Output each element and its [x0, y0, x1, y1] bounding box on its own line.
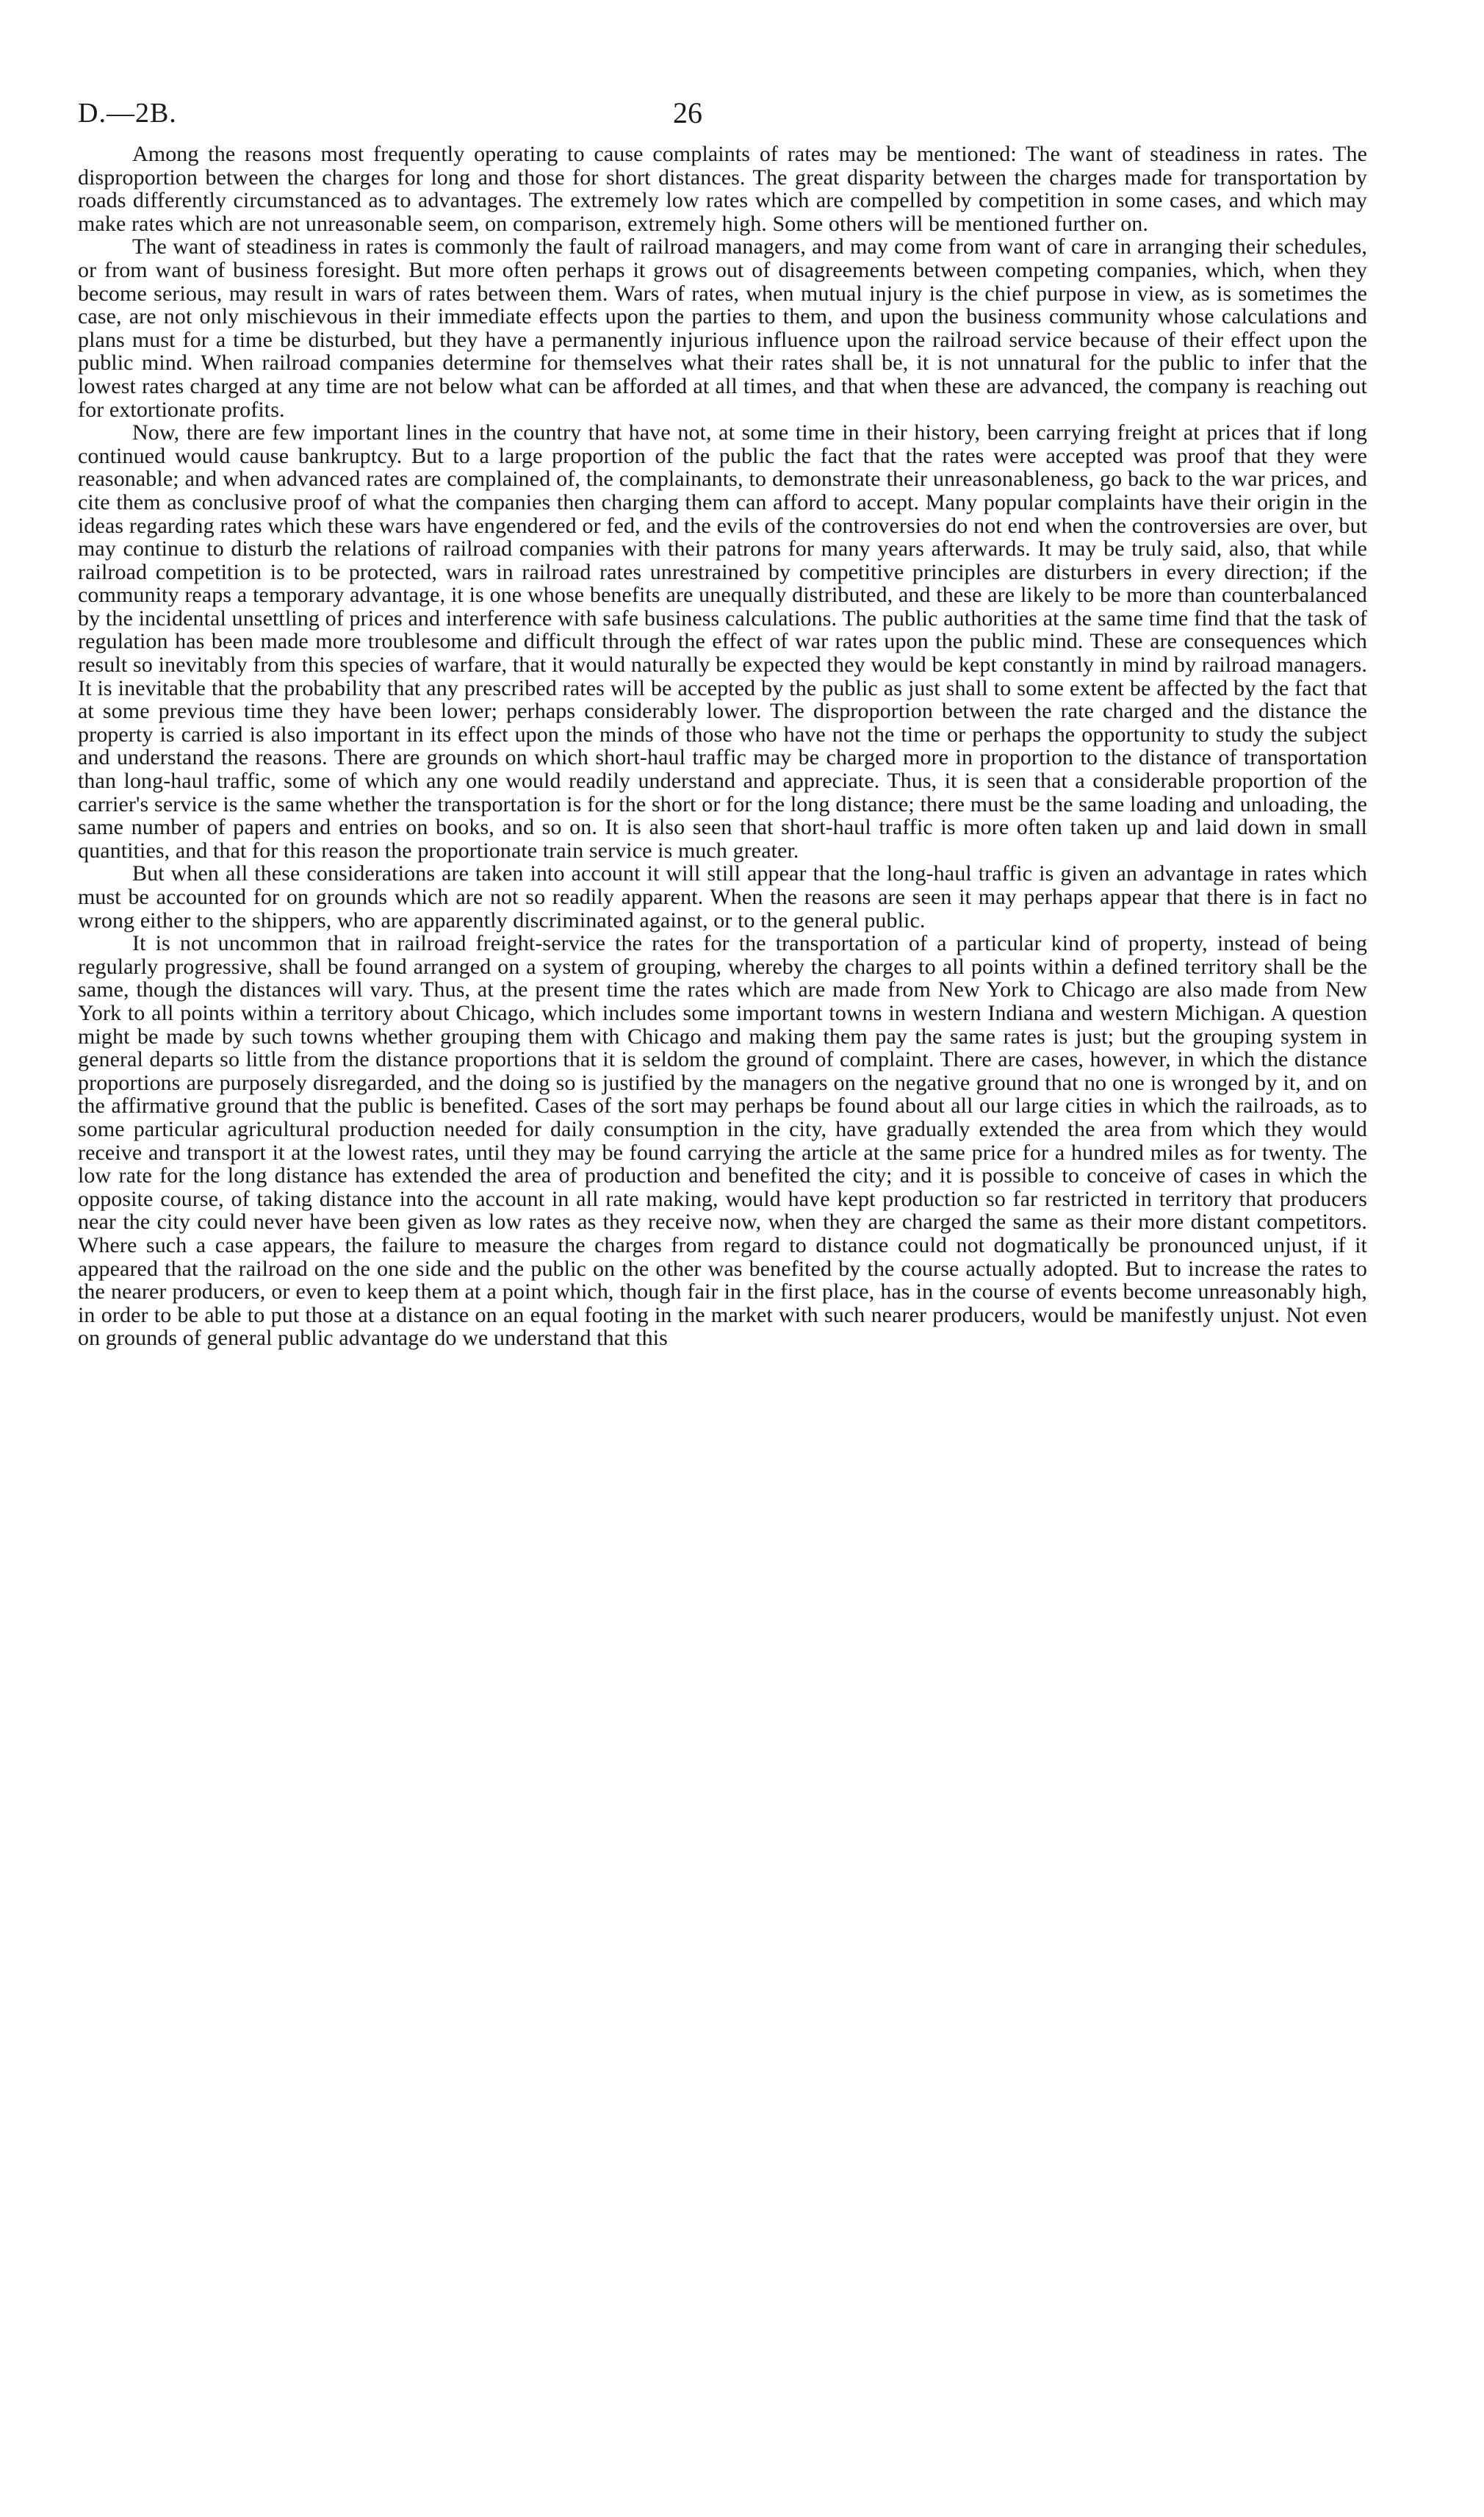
document-reference: D.—2B.	[78, 98, 177, 129]
page-header	[78, 81, 1367, 140]
paragraph-steadiness-of-rates: The want of steadiness in rates is commonly the fault of railroad managers, and may come from want of care in arranging their schedules, or from want of business foresight. But more often perhaps it grows out of disagreements between competing companies, which, when they become serious, may result in wars of rates between them. Wars of rates, when mutual injury is the chief purpose in view, as is sometimes the case, are not only mischievous in their immediate effects upon the parties to them, and upon the business community whose calculations and plans must for a time be disturbed, but they have a permanently injurious influence upon the railroad service because of their effect upon the public mind. When railroad companies determine for themselves what their rates shall be, it is not unnatural for the public to infer that the lowest rates charged at any time are not below what can be afforded at all times, and that when these are advanced, the company is reaching out for extortionate profits.	[78, 234, 1367, 422]
document-page	[78, 81, 1367, 1350]
paragraph-rate-complaints: Among the reasons most frequently operating to cause complaints of rates may be mentioned: The want of steadiness in rates. The disproportion between the charges for long and those for short distances. The great disparity between the charges made for transportation by roads differently circumstanced as to advantages. The extremely low rates which are compelled by competition in some cases, and which may make rates which are not unreasonable seem, on comparison, extremely high. Some others will be mentioned further on.	[78, 142, 1367, 236]
paragraph-long-haul-advantage: But when all these considerations are taken into account it will still appear that the long-haul traffic is given an advantage in rates which must be accounted for on grounds which are not so readily apparent. When the reasons are seen it may perhaps appear that there is in fact no wrong either to the shippers, who are apparently discriminated against, or to the general public.	[78, 861, 1367, 933]
body-text	[78, 143, 1367, 1350]
paragraph-grouping-system: It is not uncommon that in railroad freight-service the rates for the transportation of a particular kind of property, instead of being regularly progressive, shall be found arranged on a system of grouping, whereby the charges to all points within a defined territory shall be the same, though the distances will vary. Thus, at the present time the rates which are made from New York to Chicago are also made from New York to all points within a territory about Chicago, which includes some important towns in western Indiana and western Michigan. A question might be made by such towns whether grouping them with Chicago and making them pay the same rates is just; but the grouping system in general departs so little from the distance proportions that it is seldom the ground of complaint. There are cases, however, in which the distance proportions are purposely disregarded, and the doing so is justified by the managers on the negative ground that no one is wronged by it, and on the affirmative ground that the public is benefited. Cases of the sort may perhaps be found about all our large cities in which the railroads, as to some particular agricultural production needed for daily consumption in the city, have gradually extended the area from which they would receive and transport it at the lowest rates, until they may be found carrying the article at the same price for a hundred miles as for twenty. The low rate for the long distance has extended the area of production and benefited the city; and it is possible to conceive of cases in which the opposite course, of taking distance into the account in all rate making, would have kept production so far restricted in territory that producers near the city could never have been given as low rates as they receive now, when they are charged the same as their more distant competitors. Where such a case appears, the failure to measure the charges from regard to distance could not dogmatically be pronounced unjust, if it appeared that the railroad on the one side and the public on the other was benefited by the course actually adopted. But to increase the rates to the nearer producers, or even to keep them at a point which, though fair in the first place, has in the course of events become unreasonably high, in order to be able to put those at a distance on an equal footing in the market with such nearer producers, would be manifestly unjust. Not even on grounds of general public advantage do we understand that this	[78, 931, 1367, 1351]
paragraph-war-rates: Now, there are few important lines in the country that have not, at some time in their history, been carrying freight at prices that if long continued would cause bankruptcy. But to a large proportion of the public the fact that the rates were accepted was proof that they were reasonable; and when advanced rates are complained of, the complainants, to demonstrate their unreasonableness, go back to the war prices, and cite them as conclusive proof of what the companies then charging them can afford to accept. Many popular complaints have their origin in the ideas regarding rates which these wars have engendered or fed, and the evils of the controversies do not end when the controversies are over, but may continue to disturb the relations of railroad companies with their patrons for many years afterwards. It may be truly said, also, that while railroad competition is to be protected, wars in railroad rates unrestrained by competitive principles are disturbers in every direction; if the community reaps a temporary advantage, it is one whose benefits are unequally distributed, and these are likely to be more than counterbalanced by the incidental unsettling of prices and interference with safe business calculations. The public authorities at the same time find that the task of regulation has been made more troublesome and difficult through the effect of war rates upon the public mind. These are consequences which result so inevitably from this species of warfare, that it would naturally be expected they would be kept constantly in mind by railroad managers. It is inevitable that the probability that any prescribed rates will be accepted by the public as just shall to some extent be affected by the fact that at some previous time they have been lower; perhaps considerably lower. The disproportion between the rate charged and the distance the property is carried is also important in its effect upon the minds of those who have not the time or perhaps the opportunity to study the subject and understand the reasons. There are grounds on which short-haul traffic may be charged more in proportion to the distance of transportation than long-haul traffic, some of which any one would readily understand and appreciate. Thus, it is seen that a considerable proportion of the carrier's service is the same whether the transportation is for the short or for the long distance; there must be the same loading and unloading, the same number of papers and entries on books, and so on. It is also seen that short-haul traffic is more often taken up and laid down in small quantities, and that for this reason the proportionate train service is much greater.	[78, 420, 1367, 863]
page-number: 26	[673, 96, 702, 129]
